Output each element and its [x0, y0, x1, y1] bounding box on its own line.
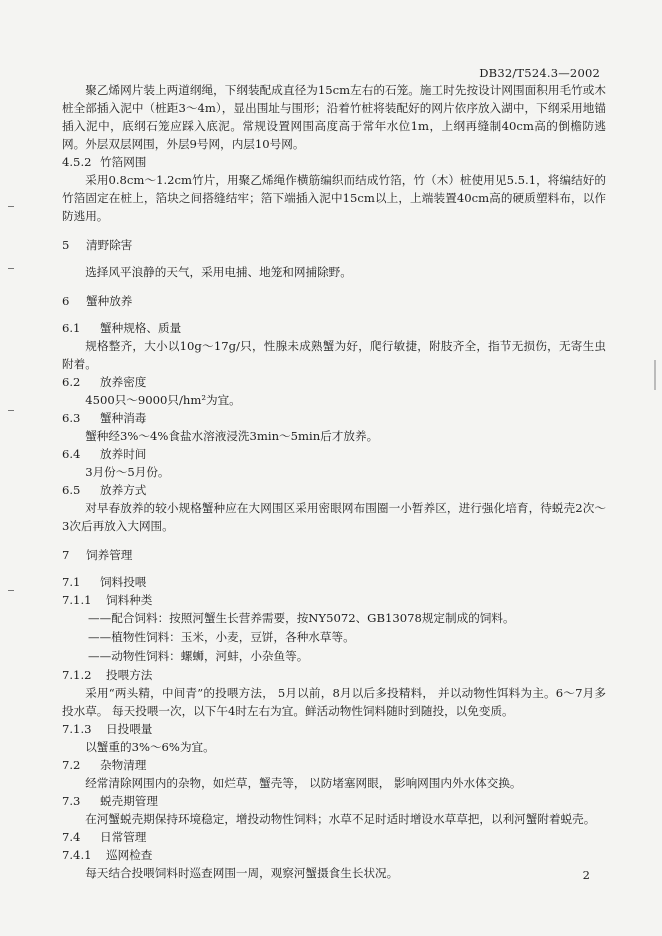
intro-paragraph: 聚乙烯网片装上两道纲绳，下纲装配成直径为15cm左右的石笼。施工时先按设计网围面积用毛竹或木桩全部插入泥中（桩距3～4m），显出围址与围形；沿着竹桩将装配好的网片依序放入湖中，下纲采用地锚插入泥中，底纲石笼应踩入底泥。常规设置网围高度高于常年水位1m，上纲再缝制40cm高的倒檐防逃网。外层双层网围，外层9号网，内层10号网。: [62, 83, 606, 151]
section-number: 6.3: [62, 411, 81, 425]
scan-edge: [654, 360, 656, 390]
section-number: 7.1.1: [62, 593, 92, 607]
section-number: 6: [62, 294, 70, 308]
section-title: 放养方式: [100, 483, 147, 497]
section-text: 规格整齐，大小以10g～17g/只，性腺未成熟蟹为好，爬行敏捷，附肢齐全，指节无损伤，无寄生虫附着。: [62, 339, 606, 371]
section-text: 每天结合投喂饲料时巡查网围一周，观察河蟹摄食生长状况。: [85, 866, 399, 880]
section-title: 日常管理: [100, 830, 147, 844]
section-text: 经常清除网围内的杂物，如烂草，蟹壳等， 以防堵塞网眼， 影响网围内外水体交换。: [85, 776, 522, 790]
section-number: 6.1: [62, 321, 81, 335]
list-item: ——植物性饲料：玉米，小麦，豆饼，各种水草等。: [88, 630, 355, 644]
document-id: DB32/T524.3—2002: [479, 66, 600, 80]
section-title: 投喂方法: [106, 668, 153, 682]
section-title: 竹箔网围: [100, 155, 147, 169]
section-text: 3月份～5月份。: [85, 465, 170, 479]
section-title: 清野除害: [86, 238, 133, 252]
scan-mark: [8, 206, 14, 207]
section-text: 采用“两头精，中间青”的投喂方法， 5月以前，8月以后多投精料， 并以动物性饵料为主。6～7月多投水草。 每天投喂一次，以下午4时左右为宜。鲜活动物性饲料随时到随投，以免变质。: [62, 686, 606, 718]
section-title: 饲养管理: [86, 548, 133, 562]
section-text: 对早春放养的较小规格蟹种应在大网围区采用密眼网布围圈一小暂养区，进行强化培育，待蜕壳2次～3次后再放入大网围。: [62, 501, 606, 533]
heading-4-5-2: [62, 153, 606, 171]
section-number: 7: [62, 548, 70, 562]
section-number: 7.1.3: [62, 722, 92, 736]
section-number: 7.4: [62, 830, 81, 844]
section-title: 饲料投喂: [100, 575, 147, 589]
section-title: 蜕壳期管理: [100, 794, 158, 808]
section-number: 7.2: [62, 758, 81, 772]
section-title: 蟹种规格、质量: [100, 321, 182, 335]
heading-7: [62, 546, 606, 564]
section-text: 选择风平浪静的天气，采用电捕、地笼和网捕除野。: [85, 265, 352, 279]
section-number: 6.5: [62, 483, 81, 497]
section-title: 放养时间: [100, 447, 147, 461]
heading-7-1-3: [62, 720, 606, 738]
heading-7-1-2: [62, 666, 606, 684]
section-text: 在河蟹蜕壳期保持环境稳定，增投动物性饲料；水草不足时适时增设水草草把，以利河蟹附着蜕壳。: [85, 812, 596, 826]
section-number: 7.4.1: [62, 848, 92, 862]
scan-mark: [8, 410, 14, 411]
section-number: 7.3: [62, 794, 81, 808]
section-number: 6.2: [62, 375, 81, 389]
section-number: 5: [62, 238, 70, 252]
section-text: 4500只～9000只/hm²为宜。: [85, 393, 241, 407]
document-body: [62, 81, 606, 882]
section-title: 饲料种类: [106, 593, 153, 607]
section-title: 蟹种放养: [86, 294, 133, 308]
heading-7-1: [62, 573, 606, 591]
section-title: 放养密度: [100, 375, 147, 389]
heading-7-1-1: [62, 591, 606, 609]
scan-mark: [8, 268, 14, 269]
heading-7-4-1: [62, 846, 606, 864]
heading-7-3: [62, 792, 606, 810]
heading-6-2: [62, 373, 606, 391]
page-number: 2: [582, 868, 590, 882]
heading-6-5: [62, 481, 606, 499]
section-number: 7.1.2: [62, 668, 92, 682]
heading-6-3: [62, 409, 606, 427]
heading-7-4: [62, 828, 606, 846]
heading-6-4: [62, 445, 606, 463]
section-text: 采用0.8cm～1.2cm竹片，用聚乙烯绳作横筋编织而结成竹箔，竹（木）桩使用见5.5.1，将编结好的竹箔固定在桩上，箔块之间搭缝结牢；箔下端插入泥中15cm以上，上端装置40cm高的硬质塑料布，以作防逃用。: [62, 173, 606, 223]
heading-5: [62, 236, 606, 254]
section-title: 杂物清理: [100, 758, 147, 772]
section-text: 蟹种经3%～4%食盐水溶液浸洗3min～5min后才放养。: [85, 429, 379, 443]
section-number: 4.5.2: [62, 155, 92, 169]
section-number: 6.4: [62, 447, 81, 461]
section-number: 7.1: [62, 575, 81, 589]
heading-6: [62, 292, 606, 310]
heading-7-2: [62, 756, 606, 774]
section-title: 巡网检查: [106, 848, 153, 862]
heading-6-1: [62, 319, 606, 337]
list-item: ——配合饲料：按照河蟹生长营养需要，按NY5072、GB13078规定制成的饲料。: [88, 611, 515, 625]
section-title: 蟹种消毒: [100, 411, 147, 425]
section-text: 以蟹重的3%～6%为宜。: [85, 740, 215, 754]
list-item: ——动物性饲料：螺蛳，河蚌，小杂鱼等。: [88, 649, 309, 663]
scan-mark: [8, 590, 14, 591]
section-title: 日投喂量: [106, 722, 153, 736]
